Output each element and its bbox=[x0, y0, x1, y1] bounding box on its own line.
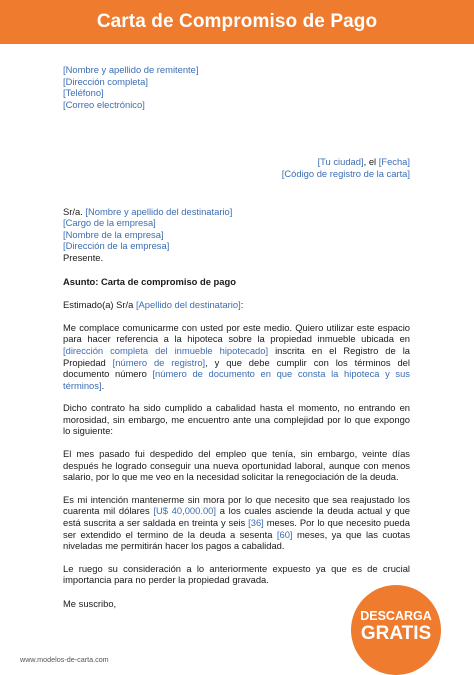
city-date-separator: , el bbox=[363, 156, 379, 168]
sender-address: [Dirección completa] bbox=[63, 75, 148, 87]
badge-line-2: GRATIS bbox=[360, 622, 432, 644]
letter-body bbox=[63, 64, 410, 610]
date-block bbox=[63, 156, 410, 179]
months-60-placeholder: [60] bbox=[276, 528, 293, 540]
paragraph-1 bbox=[63, 322, 410, 392]
greeting-surname: [Apellido del destinatario] bbox=[135, 299, 241, 311]
sender-block bbox=[63, 64, 410, 110]
footer-url: www.modelos-de-carta.com bbox=[20, 655, 109, 664]
paragraph-4-text-c: meses. Por lo que necesito pueda ser extendido el termino de la deuda a sesenta bbox=[63, 517, 410, 540]
paragraph-4-text-a: Es mi intención mantenerme sin mora por lo que necesito que sea reajustado los cuarenta mil dólares bbox=[63, 493, 410, 517]
registry-number-placeholder: [número de registro] bbox=[112, 356, 206, 368]
paragraph-4-text-b: a los cuales asciende la deuda actual y que está suscrita a ser saldada en treinta y seis bbox=[63, 505, 410, 529]
city-date-line bbox=[63, 156, 410, 168]
recipient-name-line bbox=[63, 206, 410, 218]
recipient-company: [Nombre de la empresa] bbox=[63, 228, 164, 240]
paragraph-1-text-b: inscrita en el Registro de la Propiedad bbox=[63, 344, 410, 368]
sender-phone: [Teléfono] bbox=[63, 87, 104, 99]
paragraph-1-text-d: . bbox=[101, 379, 105, 391]
badge-line-1: DESCARGA bbox=[360, 608, 432, 623]
document-number-placeholder: [número de documento en que consta la hipoteca y sus términos] bbox=[63, 368, 410, 391]
recipient-block bbox=[63, 206, 410, 264]
months-36-placeholder: [36] bbox=[248, 517, 264, 529]
paragraph-1-text-a: Me complace comunicarme con usted por este medio. Quiero utilizar este espacio para hacer referencia a la hipoteca sobre la propiedad inmueble ubicada en bbox=[63, 321, 410, 345]
letter-code: [Código de registro de la carta] bbox=[281, 167, 410, 179]
recipient-prefix: Sr/a. bbox=[63, 205, 86, 217]
subject-line: Asunto: Carta de compromiso de pago bbox=[63, 275, 236, 287]
paragraph-1-text-c: , y que debe cumplir con los términos del documento número bbox=[63, 356, 410, 380]
paragraph-4 bbox=[63, 494, 410, 552]
recipient-name: [Nombre y apellido del destinatario] bbox=[85, 205, 233, 217]
paragraph-5: Le ruego su consideración a lo anteriormente expuesto ya que es de crucial importancia para no perder la propiedad gravada. bbox=[63, 562, 410, 586]
sender-email: [Correo electrónico] bbox=[63, 98, 145, 110]
paragraph-4-text-d: meses, ya que las cuotas niveladas me permitirán hacer los pagos a cabalidad. bbox=[63, 528, 411, 552]
recipient-position: [Cargo de la empresa] bbox=[63, 217, 156, 229]
greeting-suffix: : bbox=[240, 299, 244, 311]
property-address-placeholder: [dirección completa del inmueble hipotecado] bbox=[63, 344, 269, 356]
greeting-prefix: Estimado(a) Sr/a bbox=[63, 299, 136, 311]
presente-line: Presente. bbox=[63, 251, 104, 263]
closing-line: Me suscribo, bbox=[63, 598, 117, 609]
city-placeholder: [Tu ciudad] bbox=[317, 156, 364, 168]
paragraph-2: Dicho contrato ha sido cumplido a cabalidad hasta el momento, no entrando en morosidad, sin embargo, me encuentro ante una complejidad por lo que expongo lo siguiente: bbox=[63, 402, 410, 437]
sender-name: [Nombre y apellido de remitente] bbox=[63, 64, 199, 75]
page-title: Carta de Compromiso de Pago bbox=[96, 11, 378, 32]
recipient-address: [Dirección de la empresa] bbox=[63, 240, 170, 252]
greeting-line bbox=[63, 299, 410, 311]
header-banner bbox=[0, 0, 474, 44]
amount-placeholder: [U$ 40,000.00] bbox=[153, 505, 216, 517]
paragraph-3: El mes pasado fui despedido del empleo que tenía, sin embargo, veinte días después he logrado conseguir una nueva oportunidad laboral, aunque con menos salario, por lo que me veo en la necesidad solicitar la renegociación de la deuda. bbox=[63, 448, 410, 483]
download-badge-button[interactable] bbox=[351, 585, 441, 675]
date-placeholder: [Fecha] bbox=[378, 156, 410, 168]
